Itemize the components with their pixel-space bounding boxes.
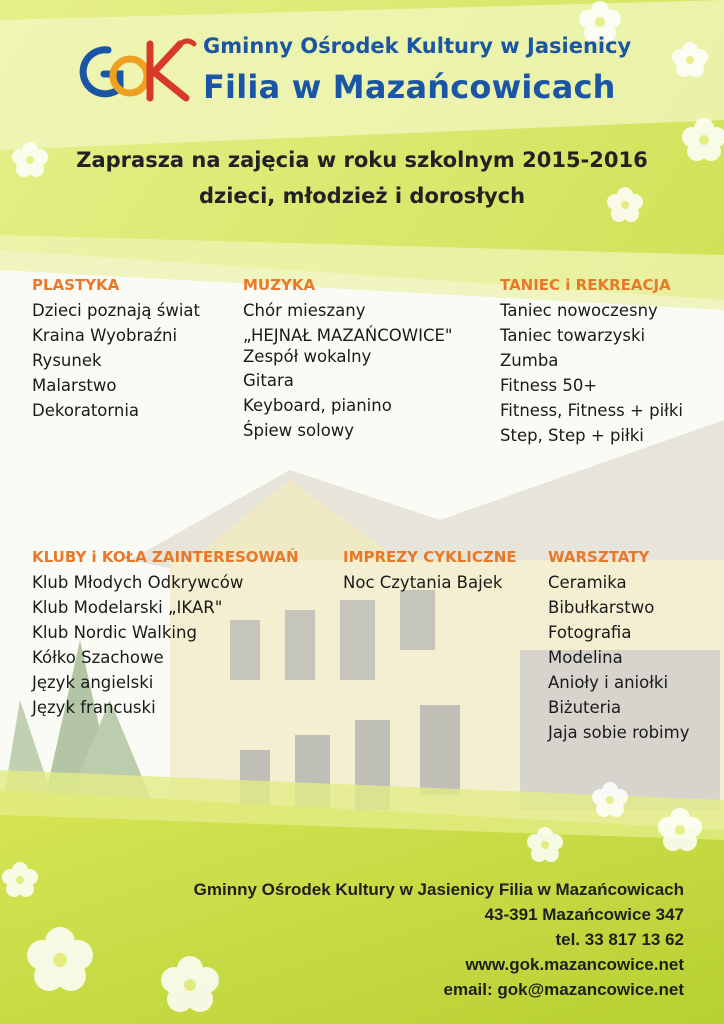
section-title: PLASTYKA <box>32 276 120 294</box>
list-item: Kółko Szachowe <box>32 648 164 667</box>
list-item: Fitness, Fitness + piłki <box>500 401 683 420</box>
gok-logo <box>68 36 198 108</box>
section-title: WARSZTATY <box>548 548 650 566</box>
list-item: Keyboard, pianino <box>243 396 392 415</box>
section-plastyka <box>32 276 200 423</box>
section-muzyka <box>243 276 453 443</box>
list-item: Klub Modelarski „IKAR" <box>32 598 223 617</box>
list-item: Chór mieszany <box>243 301 366 320</box>
list-item: Gitara <box>243 371 294 390</box>
invitation-line-1: Zaprasza na zajęcia w roku szkolnym 2015-2016 <box>76 148 648 172</box>
section-title: MUZYKA <box>243 276 316 294</box>
list-item: Noc Czytania Bajek <box>343 573 503 592</box>
list-item: Dekoratornia <box>32 401 140 420</box>
section-warsztaty <box>548 548 689 745</box>
list-item: Modelina <box>548 648 623 667</box>
list-item: Step, Step + piłki <box>500 426 644 445</box>
footer-website[interactable]: www.gok.mazancowice.net <box>465 955 684 974</box>
section-title: IMPREZY CYKLICZNE <box>343 548 517 566</box>
list-item: Ceramika <box>548 573 627 592</box>
list-item: Fitness 50+ <box>500 376 598 395</box>
invitation-line-2: dzieci, młodzież i dorosłych <box>198 184 526 208</box>
list-item: Kraina Wyobraźni <box>32 326 178 345</box>
footer-email[interactable]: email: gok@mazancowice.net <box>443 980 684 999</box>
section-taniec <box>500 276 683 448</box>
org-name: Gminny Ośrodek Kultury w Jasienicy <box>203 34 632 58</box>
list-item: Dzieci poznają świat <box>32 301 200 320</box>
list-item: Język angielski <box>32 673 154 692</box>
list-item: Zespół wokalny <box>243 347 372 366</box>
list-item: Rysunek <box>32 351 102 370</box>
list-item: Malarstwo <box>32 376 117 395</box>
section-imprezy <box>343 548 517 595</box>
list-item: Fotografia <box>548 623 632 642</box>
list-item: Taniec towarzyski <box>500 326 646 345</box>
footer-phone: tel. 33 817 13 62 <box>555 930 684 949</box>
list-item: Biżuteria <box>548 698 622 717</box>
list-item: Śpiew solowy <box>243 421 355 440</box>
section-title: KLUBY i KOŁA ZAINTERESOWAŃ <box>32 548 299 566</box>
list-item: Klub Nordic Walking <box>32 623 197 642</box>
footer-address: 43-391 Mazańcowice 347 <box>484 905 684 924</box>
section-title: TANIEC i REKREACJA <box>500 276 671 294</box>
footer-org: Gminny Ośrodek Kultury w Jasienicy Filia w Mazańcowicach <box>193 880 684 899</box>
list-item: Język francuski <box>32 698 156 717</box>
list-item: Klub Młodych Odkrywców <box>32 573 244 592</box>
section-kluby <box>32 548 299 720</box>
list-item: Jaja sobie robimy <box>548 723 690 742</box>
list-item: Bibułkarstwo <box>548 598 655 617</box>
list-item: Zumba <box>500 351 559 370</box>
branch-name: Filia w Mazańcowicach <box>203 68 616 106</box>
list-item: „HEJNAŁ MAZAŃCOWICE" <box>243 326 453 345</box>
list-item: Taniec nowoczesny <box>500 301 658 320</box>
list-item: Anioły i aniołki <box>548 673 669 692</box>
